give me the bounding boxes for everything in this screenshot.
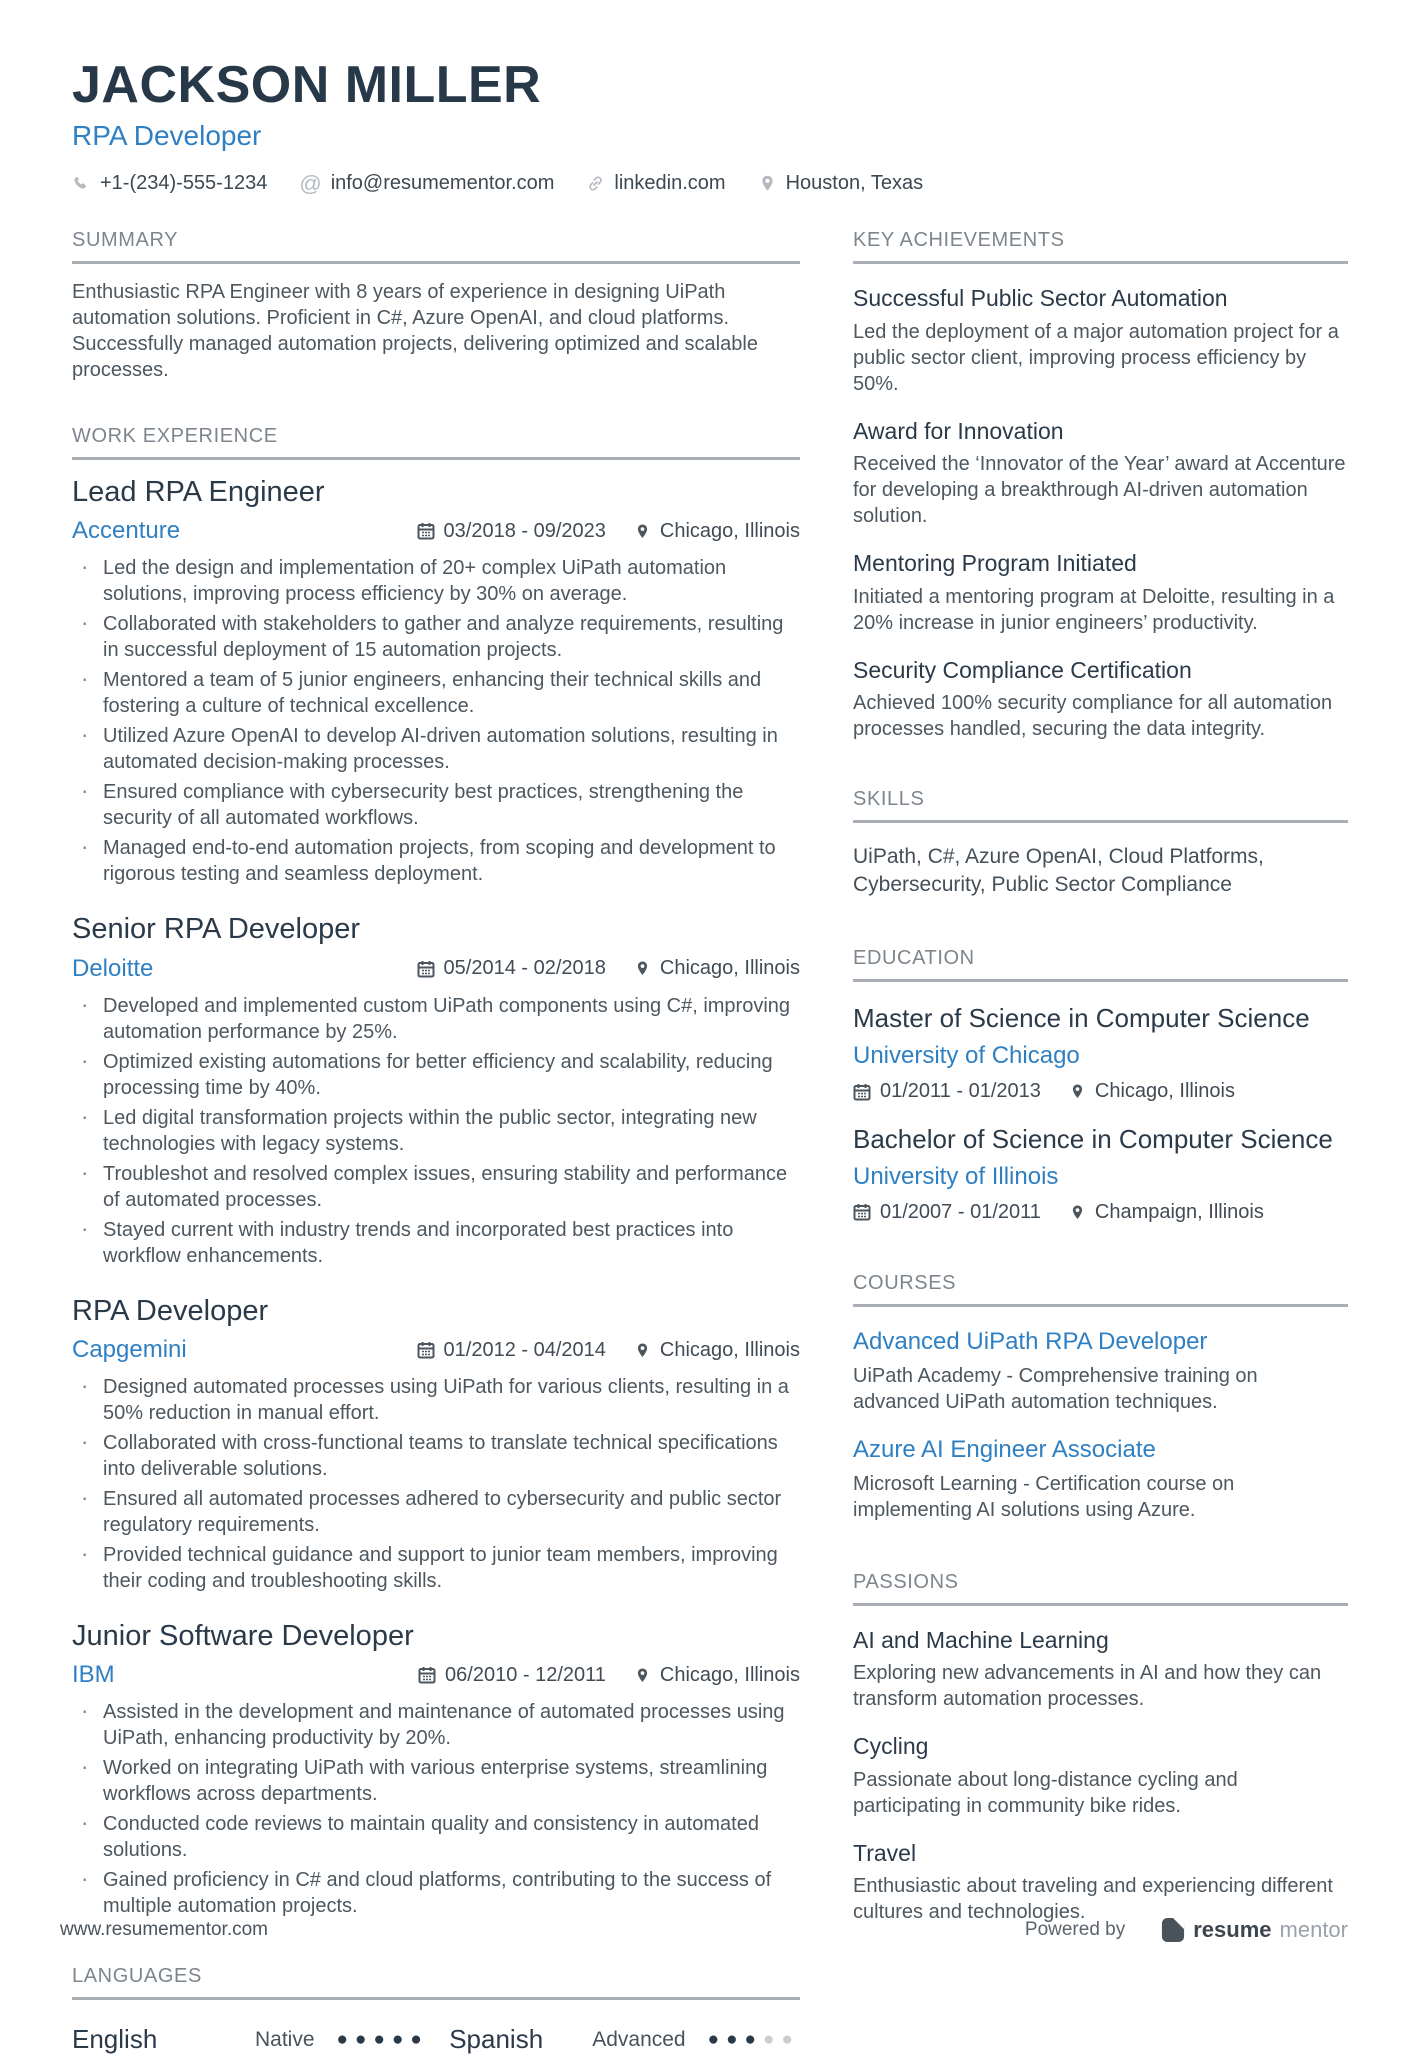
job-meta <box>72 955 800 983</box>
section-skills <box>853 788 1348 899</box>
passion-title: Cycling <box>853 1733 929 1760</box>
job-meta <box>72 517 800 545</box>
passion-text: Enthusiastic about traveling and experiencing different cultures and technologies. <box>853 1875 1333 1924</box>
company-link[interactable]: Capgemini <box>72 1336 187 1364</box>
bullet-item: · Led the design and implementation of 20+ complex UiPath automation solutions, improving process efficiency by 30% on average. <box>72 555 800 607</box>
section-education <box>853 947 1348 1223</box>
bullet-item: · Led digital transformation projects within the public sector, integrating new technologies with legacy systems. <box>72 1105 800 1157</box>
course-title-link[interactable]: Advanced UiPath RPA Developer <box>853 1327 1208 1355</box>
calendar-icon <box>417 1341 435 1359</box>
achievement-item <box>853 418 1348 530</box>
bullet-item: · Optimized existing automations for better efficiency and scalability, reducing processing time by 40%. <box>72 1049 800 1101</box>
achievement-item <box>853 285 1348 397</box>
bullet-item: · Conducted code reviews to maintain quality and consistency in automated solutions. <box>72 1811 800 1863</box>
brand-mark-icon <box>1161 1917 1185 1943</box>
skills-list: UiPath, C#, Azure OpenAI, Cloud Platforms, Cybersecurity, Public Sector Compliance <box>853 845 1264 897</box>
course-text: Microsoft Learning - Certification course on implementing AI solutions using Azure. <box>853 1472 1235 1521</box>
achievement-text: Led the deployment of a major automation project for a public sector client, improving process efficiency by 50%. <box>853 320 1339 395</box>
powered-by-label: Powered by <box>1024 1919 1126 1940</box>
language-proficiency-dots: ●●●●● <box>707 2028 800 2050</box>
location-pin-icon <box>1069 1083 1086 1100</box>
passion-text: Passionate about long-distance cycling and participating in community bike rides. <box>853 1768 1238 1817</box>
contact-email[interactable] <box>299 172 554 195</box>
job-title: Senior RPA Developer <box>72 913 361 946</box>
job-meta <box>72 1336 800 1364</box>
bullet-item: · Ensured all automated processes adhered to cybersecurity and public sector regulatory requirements. <box>72 1486 800 1538</box>
calendar-icon <box>417 522 435 540</box>
passion-title: Travel <box>853 1839 917 1866</box>
language-item <box>449 2024 800 2055</box>
brand-text-light: mentor <box>1279 1917 1348 1942</box>
contact-location-text: Houston, Texas <box>785 172 924 195</box>
job-location: Chicago, Illinois <box>634 1339 800 1362</box>
job-title: Lead RPA Engineer <box>72 476 325 509</box>
achievement-item <box>853 550 1348 636</box>
footer-site-link[interactable]: www.resumementor.com <box>60 1919 269 1940</box>
contact-linkedin[interactable] <box>586 172 725 195</box>
location-pin-icon <box>634 960 651 977</box>
degree-title: Master of Science in Computer Science <box>853 1003 1310 1034</box>
location-pin-icon <box>634 1667 651 1684</box>
bullet-item: · Stayed current with industry trends and incorporated best practices into workflow enhancements. <box>72 1217 800 1269</box>
bullet-item: · Collaborated with stakeholders to gather and analyze requirements, resulting in successful deployment of 15 automation projects. <box>72 611 800 663</box>
calendar-icon <box>853 1203 871 1221</box>
passion-item <box>853 1840 1348 1926</box>
powered-by-group <box>1025 1917 1348 1943</box>
job-location: Chicago, Illinois <box>634 520 800 543</box>
bullet-item: · Developed and implemented custom UiPath components using C#, improving automation performance by 25%. <box>72 993 800 1045</box>
passion-item <box>853 1733 1348 1819</box>
job-location: Chicago, Illinois <box>634 1664 800 1687</box>
candidate-job-title: RPA Developer <box>72 120 262 152</box>
experience-heading: WORK EXPERIENCE <box>72 425 800 460</box>
link-icon <box>586 174 605 193</box>
section-achievements <box>853 229 1348 742</box>
course-title-link[interactable]: Azure AI Engineer Associate <box>853 1435 1156 1463</box>
section-summary <box>72 229 800 383</box>
contact-linkedin-text: linkedin.com <box>614 172 726 195</box>
skills-heading: SKILLS <box>853 788 1348 823</box>
language-name: Spanish <box>449 2024 544 2055</box>
job-title: Junior Software Developer <box>72 1620 414 1653</box>
contact-phone-text: +1-(234)-555-1234 <box>100 172 268 195</box>
education-dates: 01/2007 - 01/2011 <box>853 1201 1041 1224</box>
location-pin-icon <box>634 523 651 540</box>
job-entry <box>72 1295 800 1594</box>
right-column <box>853 195 1348 1925</box>
job-bullets <box>72 555 800 887</box>
education-meta <box>853 1201 1348 1224</box>
company-link[interactable]: Accenture <box>72 517 181 545</box>
language-name: English <box>72 2024 158 2055</box>
job-entry <box>72 1620 800 1919</box>
language-level: Native <box>255 2027 315 2051</box>
passion-title: AI and Machine Learning <box>853 1626 1109 1653</box>
brand-text-bold: resume <box>1193 1917 1272 1942</box>
location-pin-icon <box>1069 1204 1086 1221</box>
language-level: Advanced <box>592 2027 686 2051</box>
achievement-item <box>853 657 1348 743</box>
education-dates: 01/2011 - 01/2013 <box>853 1080 1041 1103</box>
section-languages <box>72 1965 800 2055</box>
at-icon: @ <box>299 170 322 196</box>
course-text: UiPath Academy - Comprehensive training on advanced UiPath automation techniques. <box>853 1364 1258 1413</box>
section-passions <box>853 1571 1348 1926</box>
left-column <box>72 195 800 2055</box>
resume-header <box>72 58 1348 195</box>
contact-row <box>72 172 1348 195</box>
achievement-title: Mentoring Program Initiated <box>853 550 1137 577</box>
bullet-item: · Collaborated with cross-functional teams to translate technical specifications into deliverable solutions. <box>72 1430 800 1482</box>
degree-title: Bachelor of Science in Computer Science <box>853 1124 1333 1155</box>
page-footer <box>60 1917 1348 1943</box>
passion-item <box>853 1627 1348 1713</box>
section-courses <box>853 1272 1348 1523</box>
languages-heading: LANGUAGES <box>72 1965 800 2000</box>
brand-logo[interactable] <box>1161 1917 1348 1943</box>
bullet-item: · Gained proficiency in C# and cloud platforms, contributing to the success of multiple automation projects. <box>72 1867 800 1919</box>
bullet-item: · Troubleshot and resolved complex issues, ensuring stability and performance of automated processes. <box>72 1161 800 1213</box>
contact-phone <box>72 172 267 195</box>
language-proficiency-dots: ●●●●● <box>336 2028 429 2050</box>
calendar-icon <box>418 1666 436 1684</box>
summary-heading: SUMMARY <box>72 229 800 264</box>
job-entry <box>72 913 800 1268</box>
language-item <box>72 2024 449 2055</box>
achievement-text: Initiated a mentoring program at Deloitte, resulting in a 20% increase in junior engineers’ productivity. <box>853 585 1335 634</box>
job-entry <box>72 476 800 887</box>
job-location: Chicago, Illinois <box>634 957 800 980</box>
contact-location <box>758 172 924 195</box>
course-item <box>853 1436 1348 1523</box>
location-pin-icon <box>634 1342 651 1359</box>
achievement-title: Security Compliance Certification <box>853 656 1192 683</box>
achievements-heading: KEY ACHIEVEMENTS <box>853 229 1348 264</box>
job-bullets <box>72 1374 800 1594</box>
bullet-item: · Managed end-to-end automation projects, from scoping and development to rigorous testing and seamless deployment. <box>72 835 800 887</box>
company-link[interactable]: IBM <box>72 1661 115 1689</box>
bullet-item: · Utilized Azure OpenAI to develop AI-driven automation solutions, resulting in automated decision-making processes. <box>72 723 800 775</box>
company-link[interactable]: Deloitte <box>72 954 154 982</box>
job-dates: 05/2014 - 02/2018 <box>417 957 606 980</box>
calendar-icon <box>417 960 435 978</box>
education-item <box>853 1003 1348 1103</box>
job-dates: 06/2010 - 12/2011 <box>418 1664 606 1687</box>
section-experience <box>72 425 800 1919</box>
achievement-text: Achieved 100% security compliance for all automation processes handled, securing the data integrity. <box>853 692 1333 741</box>
passions-heading: PASSIONS <box>853 1571 1348 1606</box>
location-pin-icon <box>758 174 777 193</box>
job-dates: 03/2018 - 09/2023 <box>417 520 606 543</box>
bullet-item: · Designed automated processes using UiPath for various clients, resulting in a 50% reduction in manual effort. <box>72 1374 800 1426</box>
job-bullets <box>72 1699 800 1919</box>
bullet-item: · Mentored a team of 5 junior engineers, enhancing their technical skills and fostering a culture of technical excellence. <box>72 667 800 719</box>
contact-email-text: info@resumementor.com <box>330 172 555 195</box>
school-link[interactable]: University of Illinois <box>853 1162 1059 1190</box>
education-meta <box>853 1080 1348 1103</box>
school-link[interactable]: University of Chicago <box>853 1042 1080 1070</box>
education-location: Chicago, Illinois <box>1069 1080 1235 1103</box>
candidate-name: JACKSON MILLER <box>72 56 542 114</box>
bullet-item: · Assisted in the development and maintenance of automated processes using UiPath, enhancing productivity by 20%. <box>72 1699 800 1751</box>
calendar-icon <box>853 1083 871 1101</box>
bullet-item: · Provided technical guidance and support to junior team members, improving their coding and troubleshooting skills. <box>72 1542 800 1594</box>
job-bullets <box>72 993 800 1269</box>
education-location: Champaign, Illinois <box>1069 1201 1264 1224</box>
courses-heading: COURSES <box>853 1272 1348 1307</box>
course-item <box>853 1328 1348 1415</box>
education-item <box>853 1124 1348 1224</box>
bullet-item: · Ensured compliance with cybersecurity best practices, strengthening the security of all automated workflows. <box>72 779 800 831</box>
phone-icon <box>72 174 91 193</box>
job-dates: 01/2012 - 04/2014 <box>417 1339 606 1362</box>
achievement-text: Received the ‘Innovator of the Year’ award at Accenture for developing a breakthrough AI-driven automation solution. <box>853 453 1346 528</box>
education-heading: EDUCATION <box>853 947 1348 982</box>
job-title: RPA Developer <box>72 1294 269 1327</box>
summary-text: Enthusiastic RPA Engineer with 8 years of experience in designing UiPath automation solutions. Proficient in C#, Azure OpenAI, and cloud platforms. Successfully managed automation projects, delivering optimized and scalable processes. <box>72 281 758 382</box>
achievement-title: Award for Innovation <box>853 417 1064 444</box>
languages-row <box>72 2024 800 2055</box>
bullet-item: · Worked on integrating UiPath with various enterprise systems, streamlining workflows across departments. <box>72 1755 800 1807</box>
job-meta <box>72 1661 800 1689</box>
passion-text: Exploring new advancements in AI and how they can transform automation processes. <box>853 1662 1322 1711</box>
achievement-title: Successful Public Sector Automation <box>853 285 1228 312</box>
